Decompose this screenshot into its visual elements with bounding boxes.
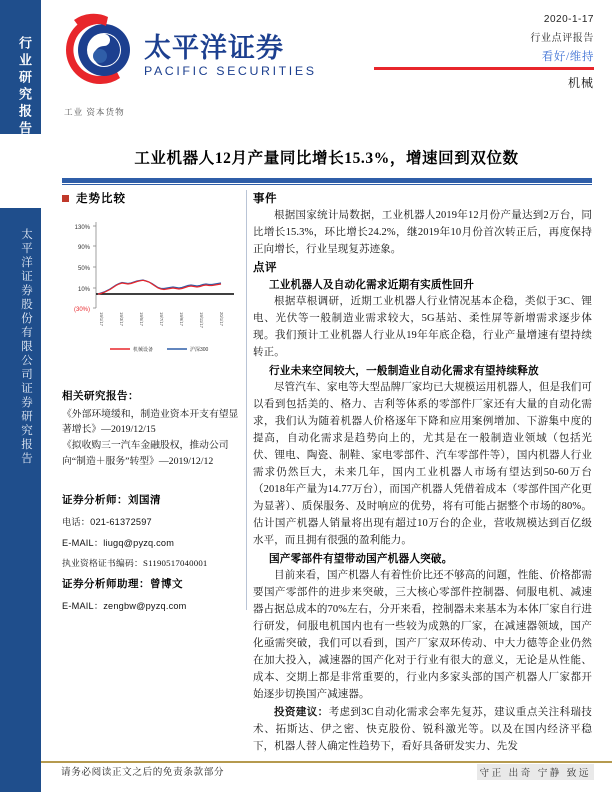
svg-text:(30%): (30%) bbox=[73, 307, 90, 313]
svg-text:19/11/17: 19/11/17 bbox=[199, 312, 204, 328]
investment-recommendation bbox=[253, 704, 592, 755]
trend-comparison-chart bbox=[62, 212, 242, 364]
pacific-securities-logo-icon bbox=[62, 12, 140, 88]
analyst-email[interactable]: E-MAIL：liugq@pyzq.com bbox=[62, 538, 175, 548]
section-paragraph: 根据草根调研，近期工业机器人行业情况基本企稳，类似于3C、锂电、光伏等一般制造业需求较大，5G基站、柔性屏等新增需求逐步体现。我们预计工业机器人行业从19年年底企稳，行业产量增速有望持续转正。 bbox=[253, 296, 592, 358]
svg-text:19/7/17: 19/7/17 bbox=[159, 312, 164, 326]
header-meta bbox=[374, 14, 594, 91]
bullet-square-icon bbox=[62, 195, 69, 202]
report-date: 2020-1-17 bbox=[543, 14, 594, 25]
chart-section-header bbox=[62, 190, 244, 206]
footer-disclaimer: 请务必阅读正文之后的免责条款部分 bbox=[61, 767, 225, 778]
sector-label: 机械 bbox=[567, 76, 594, 90]
page-footer bbox=[41, 764, 612, 782]
svg-text:机械设备: 机械设备 bbox=[133, 347, 154, 353]
logo-text bbox=[144, 22, 317, 78]
section-subheading: 国产零部件有望带动国产机器人突破。 bbox=[269, 554, 453, 565]
sidebar-company-label: 太平洋证券股份有限公司证券研究报告 bbox=[20, 228, 32, 466]
section-paragraph: 尽管汽车、家电等大型品牌厂家均已大规模运用机器人，但是我们可以看到包括美的、格力、吉利等体系的零部件厂家还有大量的自动化需求，我们认为随着机器人价格逐年下降和应用案例增加、下游集中度的提高，自动化需求是趋势向上的，尤其是在一般制造业领域（包括光伏、锂电、陶瓷、制鞋、家电零部件、汽车零部件等），国内机器人行业需求仍然巨大，未来几年，国内工业机器人市场有望达到50-60万台（2018年产量为14.77万台），而国产机器人凭借着成本（零部件国产化更为显著）、质保服务、及时响应的优势，将有可能占据整个市场的80%。估计国产机器人销量将出现有超过10万台的企业，营收规模达到百亿级水平，而且拥有很强的盈利能力。 bbox=[253, 382, 592, 546]
report-body bbox=[41, 190, 612, 755]
chart-section-title: 走势比较 bbox=[76, 193, 126, 205]
recommendation-label: 投资建议： bbox=[274, 707, 329, 718]
svg-text:19/9/17: 19/9/17 bbox=[179, 312, 184, 326]
logo-chinese-name: 太平洋证券 bbox=[144, 32, 284, 63]
analyst-name: 证券分析师：刘国清 bbox=[62, 495, 161, 506]
svg-text:20/1/17: 20/1/17 bbox=[219, 312, 224, 326]
svg-text:130%: 130% bbox=[74, 225, 90, 231]
sidebar-gap bbox=[0, 134, 41, 208]
company-logo bbox=[62, 12, 317, 88]
related-reports-block bbox=[62, 388, 242, 470]
event-paragraph: 根据国家统计局数据，工业机器人2019年12月份产量达到2万台，同比增长15.3%，环比增长24.2%，继2019年10月份首次转正后，再度保持正向增长，行业呈现复苏迹象。 bbox=[253, 210, 592, 255]
svg-text:19/5/17: 19/5/17 bbox=[139, 312, 144, 326]
report-page bbox=[41, 0, 612, 792]
sidebar-top-label: 行业研究报告 bbox=[17, 36, 32, 138]
logo-english-name: PACIFIC SECURITIES bbox=[144, 64, 317, 79]
svg-text:19/1/17: 19/1/17 bbox=[99, 312, 104, 326]
analyst-phone: 电话：021-61372597 bbox=[62, 517, 152, 527]
section-paragraph: 目前来看，国产机器人有着性价比还不够高的问题，性能、价格都需要国产零部件的进步来突破，三大核心零部件控制器、伺服电机、减速器占据总成本的70%左右，分开来看，控制器未来基本为本体厂家自行进行研发，伺服电机国内也有一些较为成熟的厂家，在减速器领域，国产化亟需突破，我们可以看到，国产厂家双环传动、中大力德等企业仍然在加大投入，减速器的国产化对于行业有很大的意义，无论是从性能、成本、交期上都是非常重要的，行业内多家头部的国产机器人厂家都开始逐步切换国产减速器。 bbox=[253, 570, 592, 700]
header-accent-rule bbox=[374, 67, 594, 70]
event-heading: 事件 bbox=[253, 193, 277, 205]
comment-heading: 点评 bbox=[253, 262, 277, 274]
page-title: 工业机器人12月产量同比增长15.3%，增速回到双位数 bbox=[134, 150, 519, 167]
section-subheading: 行业未来空间较大，一般制造业自动化需求有望持续释放 bbox=[269, 366, 539, 377]
section-subheading: 工业机器人及自动化需求近期有实质性回升 bbox=[269, 280, 475, 291]
related-reports-title: 相关研究报告： bbox=[62, 391, 139, 402]
svg-text:沪深300: 沪深300 bbox=[190, 347, 209, 353]
report-kind: 行业点评报告 bbox=[530, 33, 594, 44]
left-column bbox=[62, 190, 244, 750]
title-rule bbox=[62, 178, 592, 183]
assistant-name: 证券分析师助理：曾博文 bbox=[62, 579, 183, 590]
recommendation-text: 考虑到3C自动化需求会率先复苏，建议重点关注科瑞技术、拓斯达、伊之密、快克股份、锐科激光等。以及在国内经济平稳下，机器人替人确定性趋势下，看好具备研发实力、先发 bbox=[253, 707, 592, 752]
assistant-email[interactable]: E-MAIL：zengbw@pyzq.com bbox=[62, 601, 187, 611]
analyst-block bbox=[62, 492, 244, 619]
column-divider bbox=[246, 190, 247, 610]
industry-tag: 工业 资本货物 bbox=[64, 107, 125, 117]
rating-badge: 看好/维持 bbox=[541, 51, 594, 63]
svg-text:10%: 10% bbox=[77, 287, 90, 293]
svg-text:90%: 90% bbox=[77, 245, 90, 251]
svg-text:19/3/17: 19/3/17 bbox=[119, 312, 124, 326]
right-column bbox=[253, 190, 592, 750]
svg-text:50%: 50% bbox=[77, 266, 90, 272]
footer-rule bbox=[41, 761, 612, 763]
title-rule-thin bbox=[62, 184, 592, 185]
report-header bbox=[41, 0, 612, 140]
related-report-item[interactable]: 《外部环境缓和，制造业资本开支有望显著增长》—2019/12/15 bbox=[62, 409, 239, 436]
analyst-license: 执业资格证书编码：S1190517040001 bbox=[62, 558, 208, 568]
related-report-item[interactable]: 《拟收购三一汽车金融股权，推动公司向“制造＋服务”转型》—2019/12/12 bbox=[62, 440, 229, 467]
footer-slogan: 守正 出奇 宁静 致远 bbox=[477, 764, 594, 780]
